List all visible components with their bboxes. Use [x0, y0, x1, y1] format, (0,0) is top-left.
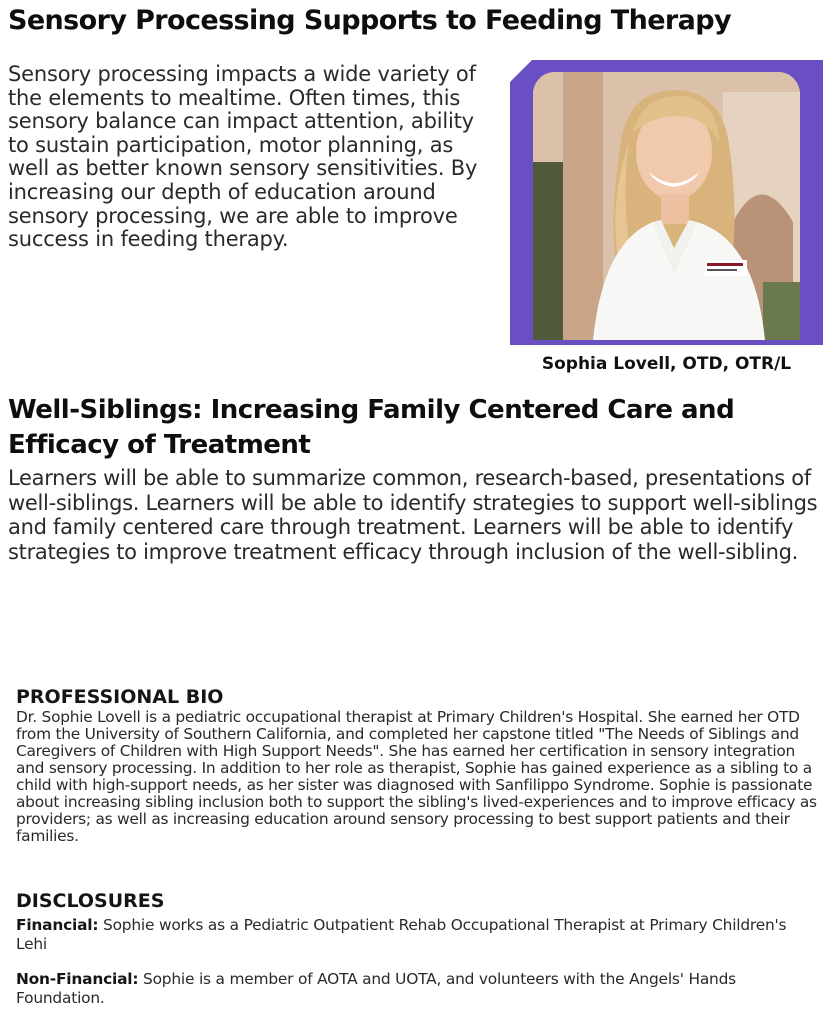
speaker-photo: [533, 72, 800, 340]
bio-heading: PROFESSIONAL BIO: [16, 686, 224, 708]
nonfinancial-text: Sophie is a member of AOTA and UOTA, and volunteers with the Angels' Hands Foundation.: [16, 970, 736, 1007]
disclosures-heading: DISCLOSURES: [16, 890, 165, 912]
disclosure-financial: [16, 916, 821, 954]
frame-corner: [510, 60, 532, 82]
speaker-portrait-icon: [533, 72, 800, 340]
session-description: Sensory processing impacts a wide variety of the elements to mealtime. Often times, this sensory balance can impact attention, ability to sustain participation, motor planning, as well as better known sensory sensitivities. By increasing our depth of education around sensory processing, we are able to improve success in feeding therapy.: [8, 62, 478, 252]
session2-title: Well-Siblings: Increasing Family Centered Care and Efficacy of Treatment: [8, 395, 735, 460]
nonfinancial-label: Non-Financial:: [16, 970, 139, 988]
speaker-name-caption: Sophia Lovell, OTD, OTR/L: [541, 354, 792, 374]
bio-text: Dr. Sophie Lovell is a pediatric occupational therapist at Primary Children's Hospital. She earned her OTD from the University of Southern California, and completed her capstone titled "The Needs of Siblings and Caregivers of Children with High Support Needs". She has earned her certification in sensory integration and sensory processing. In addition to her role as therapist, Sophie has gained experience as a sibling to a child with high-support needs, as her sister was diagnosed with Sanfilippo Syndrome. Sophie is passionate about increasing sibling inclusion both to support the sibling's lived-experiences and to improve efficacy as providers; as well as increasing education around sensory processing to best support patients and their families.: [16, 708, 817, 845]
financial-text: Sophie works as a Pediatric Outpatient Rehab Occupational Therapist at Primary Children's Lehi: [16, 916, 787, 953]
disclosure-nonfinancial: [16, 970, 821, 1008]
session2-description: Learners will be able to summarize common, research-based, presentations of well-siblings. Learners will be able to identify strategies to support well-siblings and family centered care through treatment. Learners will be able to identify strategies to improve treatment efficacy through inclusion of the well-sibling.: [8, 466, 818, 564]
financial-label: Financial:: [16, 916, 99, 934]
page-title: Sensory Processing Supports to Feeding Therapy: [8, 5, 731, 36]
